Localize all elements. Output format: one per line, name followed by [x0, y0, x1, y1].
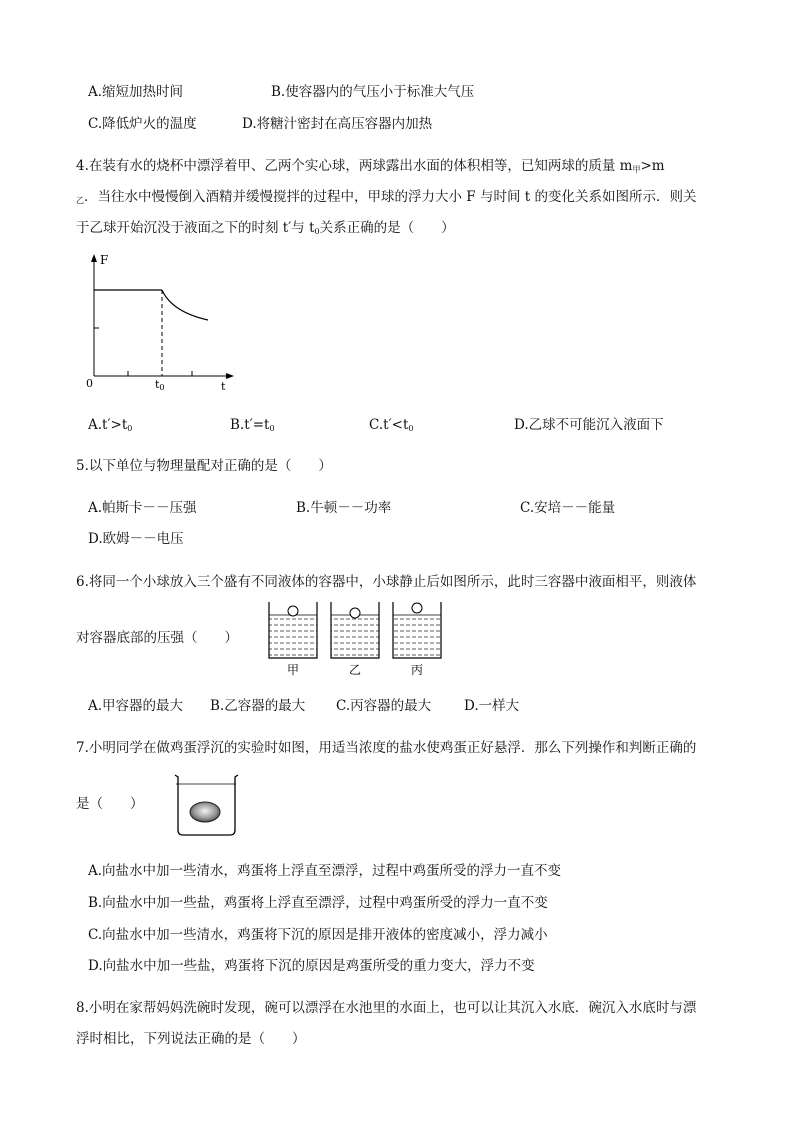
q6-stem-line1: 6.将同一个小球放入三个盛有不同液体的容器中，小球静止后如图所示，此时三容器中液面相平，则液体: [76, 574, 697, 590]
q5-option-a: A.帕斯卡－－压强: [88, 500, 197, 516]
container-yi: [331, 602, 379, 658]
q5-option-c: C.安培－－能量: [520, 500, 616, 516]
x-axis-arrow-icon: [226, 373, 234, 379]
q5-option-d: D.欧姆－－电压: [88, 531, 184, 547]
q5-stem: 5.以下单位与物理量配对正确的是（ ）: [76, 458, 332, 474]
container-jia: [269, 602, 317, 658]
q4-stem-line1: 4.在装有水的烧杯中漂浮着甲、乙两个实心球，两球露出水面的体积相等，已知两球的质量 $m_甲>m$: [76, 158, 665, 174]
q4-option-b: $B.t'=t_0$: [230, 417, 275, 433]
label-yi: 乙: [349, 663, 362, 677]
q7-beaker-egg-figure: [172, 770, 242, 844]
q3-option-d: D.将糖汁密封在高压容器内加热: [242, 116, 433, 132]
q3-option-b: B.使容器内的气压小于标准大气压: [271, 84, 475, 100]
q4-stem-line3: 于乙球开始沉没于液面之下的时刻 t′与 $t_0$关系正确的是（ ）: [76, 220, 455, 236]
force-decrease-curve: [162, 290, 208, 320]
y-axis-arrow-icon: [91, 254, 97, 262]
q8-stem-line2: 浮时相比，下列说法正确的是（ ）: [76, 1031, 306, 1047]
q6-option-c: C.丙容器的最大: [336, 698, 432, 714]
ball-bing: [412, 603, 422, 613]
label-bing: 丙: [411, 663, 424, 677]
q4-stem-line2: $_乙$．当往水中慢慢倒入酒精并缓慢搅拌的过程中，甲球的浮力大小 F 与时间 t 的变化关系如图所示．则关: [76, 189, 697, 205]
t0-label: t0: [155, 378, 165, 392]
q6-option-a: A.甲容器的最大: [88, 698, 184, 714]
label-jia: 甲: [287, 663, 300, 677]
egg: [190, 802, 220, 822]
ball-yi: [350, 608, 360, 618]
q3-option-c: C.降低炉火的温度: [88, 116, 197, 132]
x-axis-label: t: [221, 380, 226, 393]
q4-option-a: $A.t'>t_0$: [88, 417, 133, 433]
ball-jia: [288, 606, 298, 616]
q7-stem-line1: 7.小明同学在做鸡蛋浮沉的实验时如图，用适当浓度的盐水使鸡蛋正好悬浮．那么下列操作和判断正确的: [76, 740, 697, 756]
q6-three-containers-figure: [262, 598, 452, 684]
q6-option-d: D.一样大: [464, 698, 520, 714]
container-bing: [393, 602, 441, 658]
q7-option-d: D.向盐水中加一些盐，鸡蛋将下沉的原因是鸡蛋所受的重力变大，浮力不变: [88, 958, 535, 974]
q4-option-c: $C.t'<t_0$: [369, 417, 414, 433]
q3-option-a: A.缩短加热时间: [88, 84, 184, 100]
q7-option-c: C.向盐水中加一些清水，鸡蛋将下沉的原因是排开液体的密度减小，浮力减小: [88, 927, 548, 943]
q6-stem-line2: 对容器底部的压强（ ）: [76, 630, 238, 646]
q4-option-d: D.乙球不可能沉入液面下: [514, 417, 664, 433]
q4-force-time-graph: [80, 250, 240, 399]
origin-label: 0: [86, 377, 93, 390]
y-axis-label: F: [100, 253, 109, 267]
q7-option-b: B.向盐水中加一些盐，鸡蛋将上浮直至漂浮，过程中鸡蛋所受的浮力一直不变: [88, 895, 548, 911]
q6-option-b: B.乙容器的最大: [210, 698, 306, 714]
q8-stem-line1: 8.小明在家帮妈妈洗碗时发现，碗可以漂浮在水池里的水面上，也可以让其沉入水底．碗沉入水底时与漂: [76, 1000, 697, 1016]
q7-stem-line2: 是（ ）: [76, 796, 144, 812]
q5-option-b: B.牛顿－－功率: [296, 500, 392, 516]
q7-option-a: A.向盐水中加一些清水，鸡蛋将上浮直至漂浮，过程中鸡蛋所受的浮力一直不变: [88, 863, 562, 879]
